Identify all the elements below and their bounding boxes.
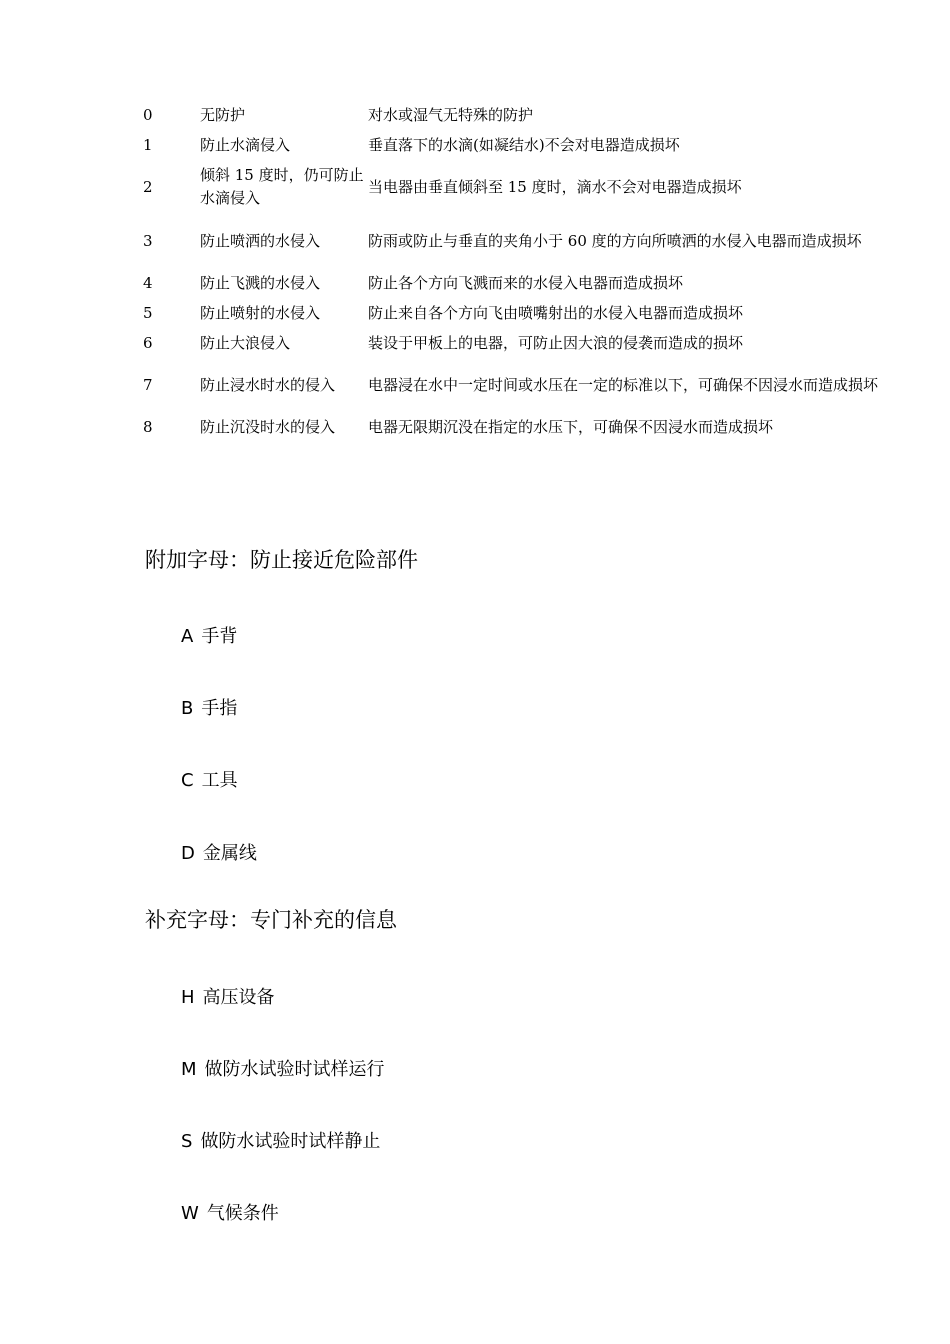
protection-name-cell: 防止大浪侵入 — [200, 333, 291, 352]
list-item — [181, 766, 238, 792]
level-cell: 2 — [143, 177, 153, 196]
ip-water-protection-table — [143, 100, 893, 442]
list-item — [181, 839, 257, 865]
description-cell: 防止各个方向飞溅而来的水侵入电器而造成损坏 — [368, 273, 684, 292]
supplementary-letters-title: 补充字母：专门补充的信息 — [145, 908, 397, 932]
level-cell: 7 — [143, 375, 153, 394]
letter-code: H — [181, 987, 195, 1008]
level-cell: 3 — [143, 231, 153, 250]
description-cell: 对水或湿气无特殊的防护 — [368, 105, 534, 124]
description-cell: 防雨或防止与垂直的夹角小于 60 度的方向所喷洒的水侵入电器而造成损坏 — [368, 231, 862, 250]
description-cell: 防止来自各个方向飞由喷嘴射出的水侵入电器而造成损坏 — [368, 303, 744, 322]
table-row — [143, 358, 893, 412]
table-row — [143, 298, 893, 328]
list-item — [181, 1055, 385, 1081]
description-cell: 垂直落下的水滴(如凝结水)不会对电器造成损坏 — [368, 135, 680, 154]
additional-letters-title: 附加字母：防止接近危险部件 — [145, 548, 418, 572]
letter-label: 气候条件 — [206, 1203, 279, 1224]
description-cell: 电器无限期沉没在指定的水压下，可确保不因浸水而造成损坏 — [368, 417, 774, 436]
letter-code: M — [181, 1059, 197, 1080]
letter-code: S — [181, 1131, 193, 1152]
description-cell: 电器浸在水中一定时间或水压在一定的标准以下，可确保不因浸水而造成损坏 — [368, 375, 879, 394]
letter-code: W — [181, 1203, 199, 1224]
letter-label: 高压设备 — [202, 987, 275, 1008]
list-item — [181, 622, 237, 648]
list-item — [181, 1199, 279, 1225]
level-cell: 8 — [143, 417, 153, 436]
protection-name-cell: 防止喷洒的水侵入 — [200, 231, 321, 250]
table-row — [143, 412, 893, 442]
letter-label: 做防水试验时试样静止 — [200, 1131, 381, 1152]
letter-label: 手指 — [201, 698, 238, 719]
protection-name-cell: 防止沉没时水的侵入 — [200, 417, 336, 436]
letter-code: A — [181, 626, 194, 647]
list-item — [181, 694, 237, 720]
level-cell: 6 — [143, 333, 153, 352]
table-row — [143, 214, 893, 268]
letter-label: 做防水试验时试样运行 — [204, 1059, 385, 1080]
letter-code: B — [181, 698, 194, 719]
letter-code: D — [181, 843, 195, 864]
level-cell: 1 — [143, 135, 153, 154]
table-row — [143, 268, 893, 298]
protection-name-cell: 倾斜 15 度时，仍可防止水滴侵入 — [200, 166, 364, 207]
letter-label: 工具 — [201, 770, 238, 791]
level-cell: 5 — [143, 303, 153, 322]
protection-name-cell: 无防护 — [200, 105, 246, 124]
table-row — [143, 160, 893, 214]
table-row — [143, 130, 893, 160]
list-item — [181, 983, 275, 1009]
letter-code: C — [181, 770, 194, 791]
list-item — [181, 1127, 380, 1153]
letter-label: 手背 — [201, 626, 238, 647]
protection-name-cell: 防止飞溅的水侵入 — [200, 273, 321, 292]
level-cell: 0 — [143, 105, 153, 124]
description-cell: 装设于甲板上的电器，可防止因大浪的侵袭而造成的损坏 — [368, 333, 744, 352]
description-cell: 当电器由垂直倾斜至 15 度时，滴水不会对电器造成损坏 — [368, 177, 742, 196]
letter-label: 金属线 — [202, 843, 257, 864]
protection-name-cell: 防止喷射的水侵入 — [200, 303, 321, 322]
table-row — [143, 100, 893, 130]
table-row — [143, 328, 893, 358]
level-cell: 4 — [143, 273, 153, 292]
protection-name-cell: 防止浸水时水的侵入 — [200, 375, 336, 394]
protection-name-cell: 防止水滴侵入 — [200, 135, 291, 154]
